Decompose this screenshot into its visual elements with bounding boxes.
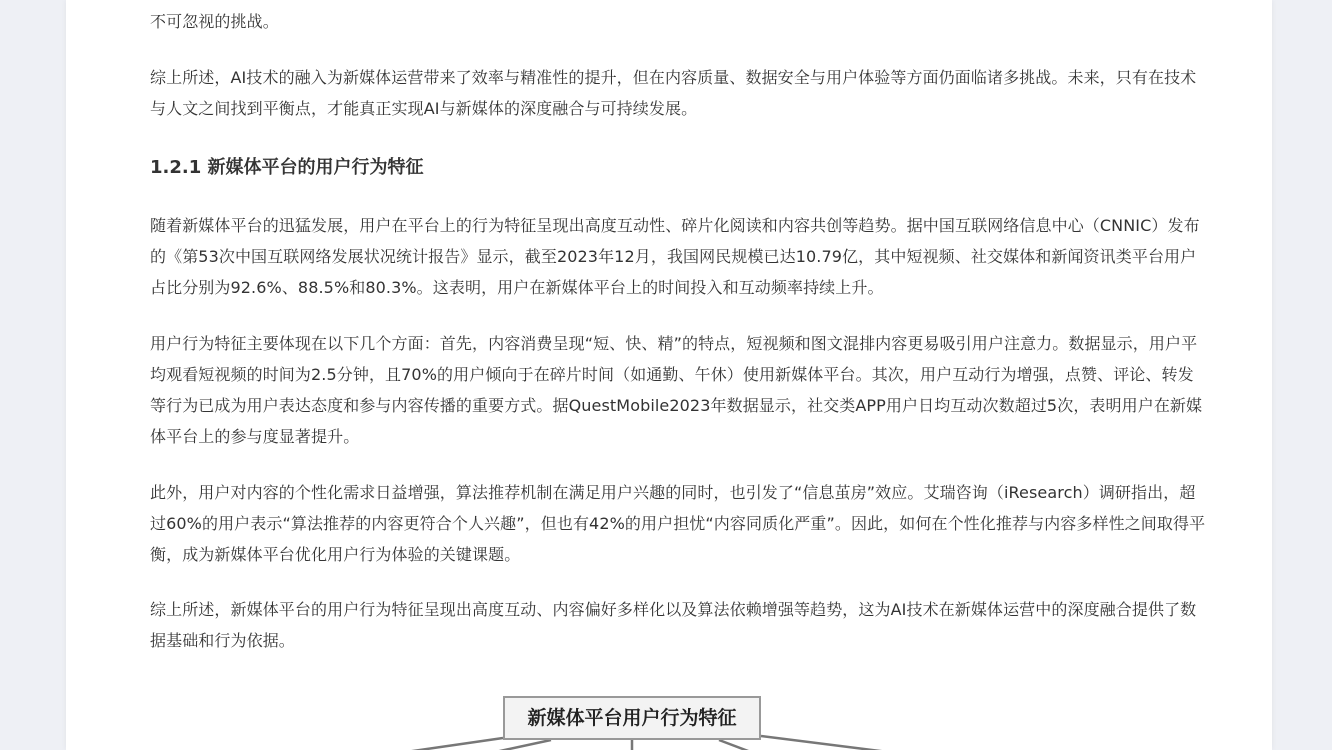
connector-line	[761, 736, 888, 750]
connector-line	[406, 738, 503, 750]
mindmap-root-node: 新媒体平台用户行为特征	[503, 696, 761, 740]
section-heading: 1.2.1 新媒体平台的用户行为特征	[150, 157, 424, 178]
document-page	[66, 0, 1272, 750]
paragraph: 不可忽视的挑战。	[150, 12, 279, 31]
paragraph: 综上所述，新媒体平台的用户行为特征呈现出高度互动、内容偏好多样化以及算法依赖增强等趋势，这为AI技术在新媒体运营中的深度融合提供了数据基础和行为依据。	[150, 600, 1197, 650]
connector-line	[486, 740, 551, 750]
mindmap-figure	[66, 680, 1272, 750]
paragraph: 随着新媒体平台的迅猛发展，用户在平台上的行为特征呈现出高度互动性、碎片化阅读和内容共创等趋势。据中国互联网络信息中心（CNNIC）发布的《第53次中国互联网络发展状况统计报告》显示，截至2023年12月，我国网民规模已达10.79亿，其中短视频、社交媒体和新闻资讯类平台用户占比分别为92.6%、88.5%和80.3%。这表明，用户在新媒体平台上的时间投入和互动频率持续上升。	[150, 216, 1200, 297]
connector-line	[719, 740, 756, 750]
paragraph: 综上所述，AI技术的融入为新媒体运营带来了效率与精准性的提升，但在内容质量、数据安全与用户体验等方面仍面临诸多挑战。未来，只有在技术与人文之间找到平衡点，才能真正实现AI与新媒体的深度融合与可持续发展。	[150, 68, 1197, 118]
paragraph: 用户行为特征主要体现在以下几个方面：首先，内容消费呈现“短、快、精”的特点，短视频和图文混排内容更易吸引用户注意力。数据显示，用户平均观看短视频的时间为2.5分钟，且70%的用户倾向于在碎片时间（如通勤、午休）使用新媒体平台。其次，用户互动行为增强，点赞、评论、转发等行为已成为用户表达态度和参与内容传播的重要方式。据QuestMobile2023年数据显示，社交类APP用户日均互动次数超过5次，表明用户在新媒体平台上的参与度显著提升。	[150, 334, 1203, 446]
paragraph: 此外，用户对内容的个性化需求日益增强，算法推荐机制在满足用户兴趣的同时，也引发了“信息茧房”效应。艾瑞咨询（iResearch）调研指出，超过60%的用户表示“算法推荐的内容更符合个人兴趣”，但也有42%的用户担忧“内容同质化严重”。因此，如何在个性化推荐与内容多样性之间取得平衡，成为新媒体平台优化用户行为体验的关键课题。	[150, 483, 1206, 564]
